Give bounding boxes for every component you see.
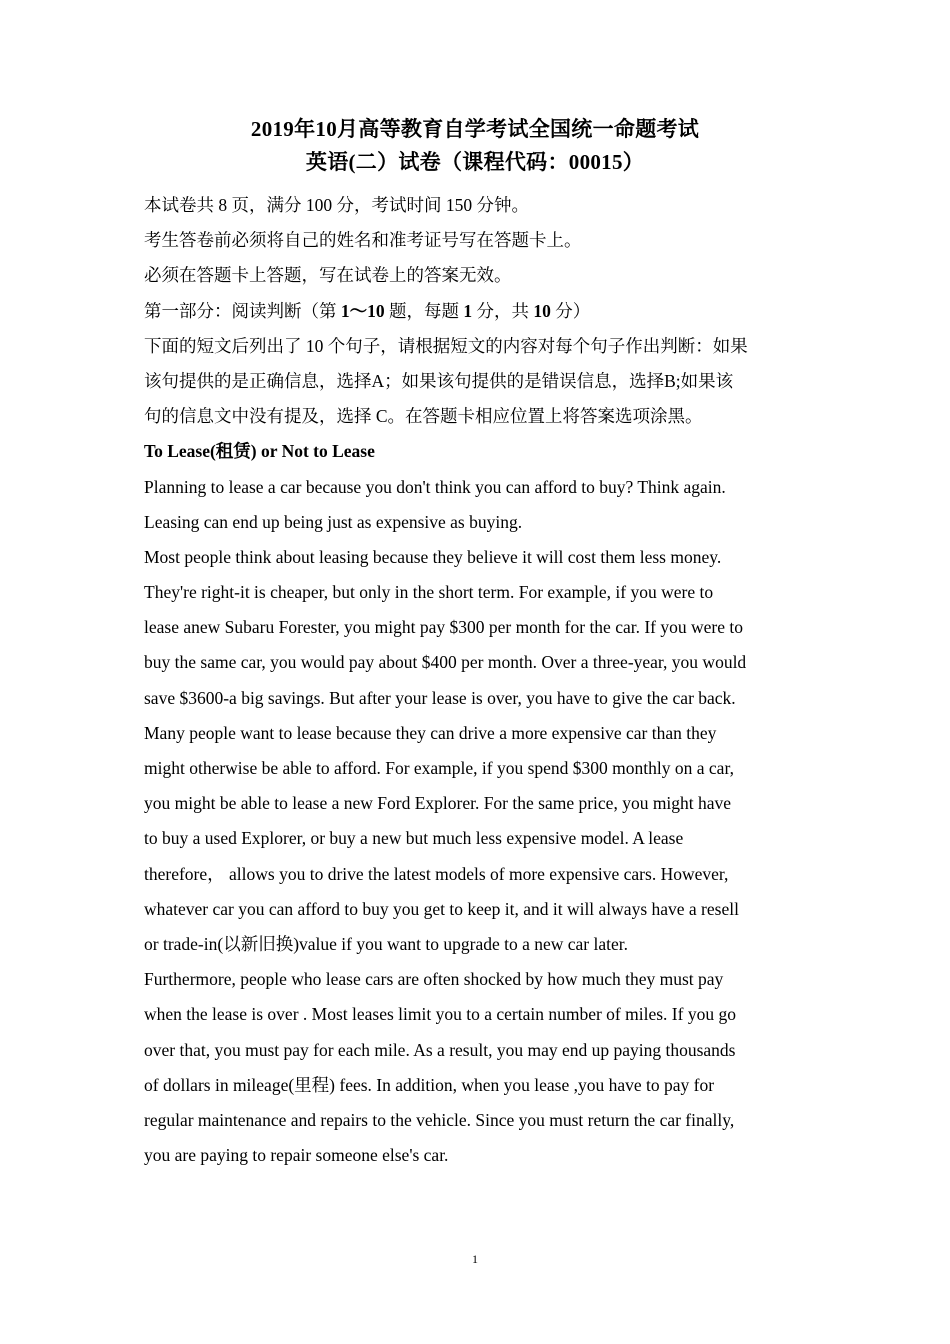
passage-line: They're right-it is cheaper, but only in the short term. For example, if you were to [144, 582, 714, 603]
passage-line: Furthermore, people who lease cars are often shocked by how much they must pay [144, 969, 724, 990]
passage-line: lease anew Subaru Forester, you might pay $300 per month for the car. If you were to [144, 617, 743, 638]
section-heading-text: 题，每题 [384, 300, 464, 321]
directions-line: 句的信息文中没有提及，选择 C。在答题卡相应位置上将答案选项涂黑。 [144, 406, 703, 427]
directions-line: 该句提供的是正确信息，选择A；如果该句提供的是错误信息，选择B;如果该 [144, 370, 734, 391]
passage-line: Most people think about leasing because they believe it will cost them less money. [144, 546, 722, 567]
passage-line: might otherwise be able to afford. For example, if you spend $300 monthly on a car, [144, 758, 734, 778]
passage-line: regular maintenance and repairs to the vehicle. Since you must return the car finally, [144, 1109, 735, 1130]
passage-line: save $3600-a big savings. But after your lease is over, you have to give the car back. [144, 687, 736, 708]
section-heading-text: 分，共 [472, 300, 534, 321]
section-heading-prefix: 第一部分：阅读判断（第 [144, 300, 341, 321]
exam-title-block [0, 113, 950, 179]
passage-line: therefore， allows you to drive the latest models of more expensive cars. However, [144, 863, 729, 884]
passage-line: buy the same car, you would pay about $400 per month. Over a three-year, you would [144, 652, 747, 673]
passage-line: when the lease is over . Most leases limit you to a certain number of miles. If you go [144, 1004, 736, 1025]
passage-line: whatever car you can afford to buy you get to keep it, and it will always have a resell [144, 898, 739, 919]
exam-title: 2019年10月高等教育自学考试全国统一命题考试 [250, 117, 700, 141]
passage-line: to buy a used Explorer, or buy a new but much less expensive model. A lease [144, 828, 684, 849]
instruction-line: 考生答卷前必须将自己的姓名和准考证号写在答题卡上。 [144, 230, 582, 251]
directions-line: 下面的短文后列出了 10 个句子，请根据短文的内容对每个句子作出判断：如果 [144, 335, 748, 356]
passage-line: or trade-in(以新旧换)value if you want to upgrade to a new car later. [144, 933, 628, 954]
passage-line: over that, you must pay for each mile. As a result, you may end up paying thousands [144, 1039, 736, 1060]
passage-line: you are paying to repair someone else's car. [144, 1145, 449, 1166]
section-heading-suffix: 分） [550, 300, 591, 321]
passage-line: Planning to lease a car because you don't think you can afford to buy? Think again. [144, 476, 726, 497]
section-heading [144, 294, 834, 329]
instruction-line: 必须在答题卡上答题，写在试卷上的答案无效。 [144, 265, 512, 286]
instruction-line: 本试卷共 8 页，满分 100 分，考试时间 150 分钟。 [144, 195, 529, 215]
question-range: 1～10 [340, 300, 385, 321]
passage-line: of dollars in mileage(里程) fees. In addition, when you lease ,you have to pay for [144, 1074, 715, 1095]
passage-line: Many people want to lease because they can drive a more expensive car than they [144, 722, 717, 743]
total-points: 10 [533, 300, 551, 321]
passage-title: To Lease(租赁) or Not to Lease [144, 441, 375, 462]
page-number: 1 [472, 1252, 478, 1266]
points-per-question: 1 [463, 300, 473, 321]
passage-line: Leasing can end up being just as expensive as buying. [144, 511, 523, 532]
exam-body [144, 188, 834, 1173]
exam-subtitle: 英语(二）试卷（课程代码：00015） [305, 150, 645, 174]
passage-line: you might be able to lease a new Ford Explorer. For the same price, you might have [144, 793, 732, 814]
